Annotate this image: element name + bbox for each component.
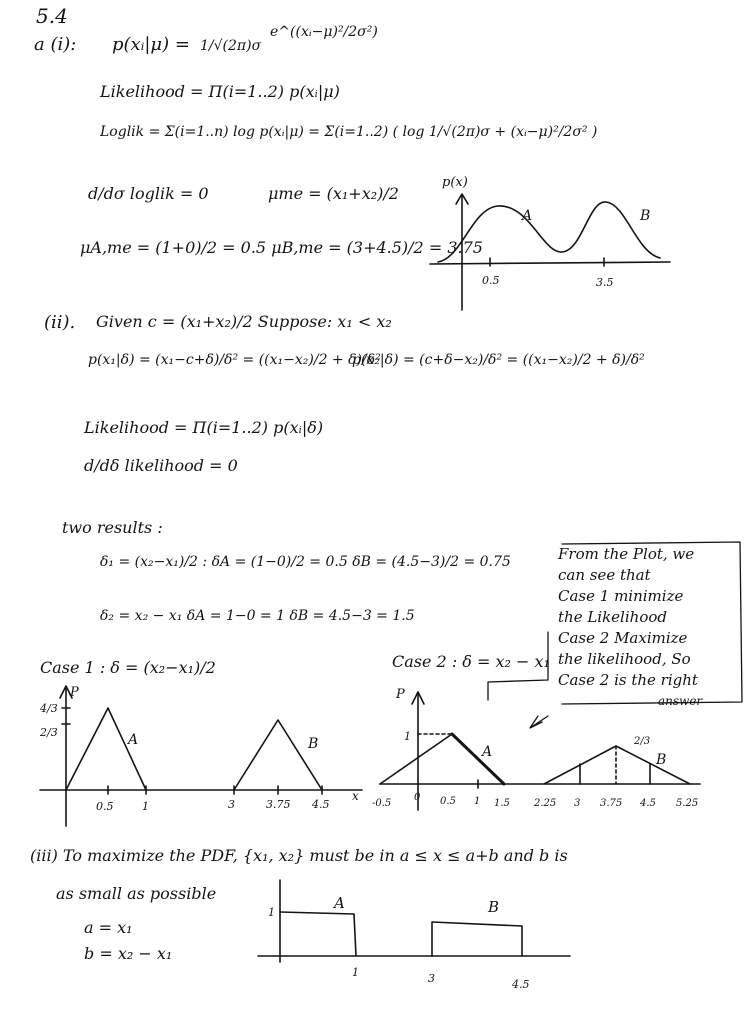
iii-y-tick: 1 bbox=[268, 906, 275, 919]
c1-x-label: x bbox=[352, 789, 359, 803]
c1-y-tick-label: 2/3 bbox=[40, 726, 58, 739]
iii-line2: as small as possible bbox=[56, 884, 217, 903]
pdf-coef: 1/√(2π)σ bbox=[200, 38, 262, 54]
note-line: the Likelihood bbox=[558, 608, 667, 626]
note-connector bbox=[488, 632, 548, 700]
top-x-tick: 0.5 bbox=[482, 274, 500, 287]
c2-label-b: B bbox=[656, 752, 667, 768]
top-curve-b: B bbox=[640, 208, 651, 224]
p-x1: p(x₁|δ) = (x₁−c+δ)/δ² = ((x₁−x₂)/2 + δ)/δ² bbox=[88, 352, 381, 368]
c2-x-tick: 5.25 bbox=[676, 798, 699, 809]
c1-x-tick: 0.5 bbox=[96, 800, 114, 813]
given: Given c = (x₁+x₂)/2 Suppose: x₁ < x₂ bbox=[96, 312, 392, 331]
p-x2: p(x₂|δ) = (c+δ−x₂)/δ² = ((x₁−x₂)/2 + δ)/δ² bbox=[352, 352, 645, 368]
likelihood-a: Likelihood = Π(i=1..2) p(xᵢ|μ) bbox=[100, 82, 340, 101]
c2-x-tick: 4.5 bbox=[640, 798, 656, 809]
c2-x-tick: 0 bbox=[414, 792, 421, 803]
top-curve-a: A bbox=[522, 208, 533, 224]
iii-rect-a bbox=[280, 912, 356, 956]
c1-x-tick: 4.5 bbox=[312, 798, 330, 811]
c1-label-a: A bbox=[128, 732, 139, 748]
part-a-i-label: a (i): bbox=[34, 34, 77, 55]
deriv-a: d/dσ loglik = 0 bbox=[88, 184, 209, 203]
c2-y-label: P bbox=[396, 687, 405, 702]
note-box bbox=[562, 542, 742, 704]
c2-x-tick: -0.5 bbox=[372, 798, 392, 809]
c2-x-tick: 0.5 bbox=[440, 796, 456, 807]
c1-x-tick: 1 bbox=[142, 800, 149, 813]
note-line: can see that bbox=[558, 566, 651, 584]
c1-y-tick-label: 4/3 bbox=[40, 702, 58, 715]
top-x-tick: 3.5 bbox=[596, 276, 614, 289]
mu-values: μA,me = (1+0)/2 = 0.5 μB,me = (3+4.5)/2 = 3.75 bbox=[80, 238, 483, 257]
note-line: Case 1 minimize bbox=[558, 587, 684, 605]
two-results: two results : bbox=[62, 518, 163, 537]
mu-me: μme = (x₁+x₂)/2 bbox=[268, 184, 399, 203]
iii-label-a: A bbox=[334, 894, 345, 912]
pdf-lhs: p(xᵢ|μ) = bbox=[112, 34, 190, 55]
pdf-exp: e^((xᵢ−μ)²/2σ²) bbox=[270, 24, 378, 40]
iii-x-tick: 4.5 bbox=[512, 978, 530, 991]
iii-x-tick: 1 bbox=[352, 966, 359, 979]
top-x-axis bbox=[430, 262, 670, 264]
iii-rect-b bbox=[432, 922, 522, 956]
note-arrow bbox=[530, 716, 548, 728]
c2-x-tick: 1 bbox=[474, 796, 481, 807]
case1-title: Case 1 : δ = (x₂−x₁)/2 bbox=[40, 658, 216, 677]
c2-x-tick: 2.25 bbox=[534, 798, 557, 809]
note-line: From the Plot, we bbox=[558, 545, 695, 563]
c2-triangle-a-bold bbox=[452, 734, 504, 784]
c2-x-tick: 1.5 bbox=[494, 798, 510, 809]
top-y-label: p(x) bbox=[442, 175, 468, 190]
c2-x-tick: 3 bbox=[574, 798, 581, 809]
iii-a-eq: a = x₁ bbox=[84, 918, 133, 937]
iii-x-tick: 3 bbox=[428, 972, 435, 985]
part-ii-label: (ii). bbox=[44, 312, 76, 333]
loglik-a: Loglik = Σ(i=1..n) log p(xᵢ|μ) = Σ(i=1..2) ( log 1/√(2π)σ + (xᵢ−μ)²/2σ² ) bbox=[100, 124, 598, 140]
c1-x-tick: 3 bbox=[228, 798, 235, 811]
note-line: the likelihood, So bbox=[558, 650, 691, 668]
c1-x-tick: 3.75 bbox=[266, 798, 291, 811]
c2-y-tick: 1 bbox=[404, 730, 411, 743]
delta1: δ₁ = (x₂−x₁)/2 : δA = (1−0)/2 = 0.5 δB = (4.5−3)/2 = 0.75 bbox=[100, 554, 511, 570]
c1-label-b: B bbox=[308, 736, 319, 752]
iii-label-b: B bbox=[488, 898, 500, 916]
c2-y-tick-b: 2/3 bbox=[634, 736, 651, 747]
case2-title: Case 2 : δ = x₂ − x₁ bbox=[392, 652, 550, 671]
likelihood-ii: Likelihood = Π(i=1..2) p(xᵢ|δ) bbox=[84, 418, 324, 437]
c1-triangle-b bbox=[234, 720, 322, 790]
iii-line1: (iii) To maximize the PDF, {x₁, x₂} must be in a ≤ x ≤ a+b and b is bbox=[30, 846, 568, 865]
note-line: answer bbox=[658, 694, 703, 708]
c2-label-a: A bbox=[482, 744, 493, 760]
top-curve bbox=[438, 202, 660, 262]
c2-x-tick: 3.75 bbox=[600, 798, 623, 809]
problem-number: 5.4 bbox=[36, 4, 68, 28]
note-line: Case 2 is the right bbox=[558, 671, 698, 689]
c1-triangle-a bbox=[66, 708, 146, 790]
c1-y-label: P bbox=[70, 685, 79, 700]
deriv-ii: d/dδ likelihood = 0 bbox=[84, 456, 238, 475]
note-line: Case 2 Maximize bbox=[558, 629, 688, 647]
c2-triangle-b bbox=[544, 746, 690, 784]
delta2: δ₂ = x₂ − x₁ δA = 1−0 = 1 δB = 4.5−3 = 1.5 bbox=[100, 608, 415, 624]
iii-b-eq: b = x₂ − x₁ bbox=[84, 944, 173, 963]
